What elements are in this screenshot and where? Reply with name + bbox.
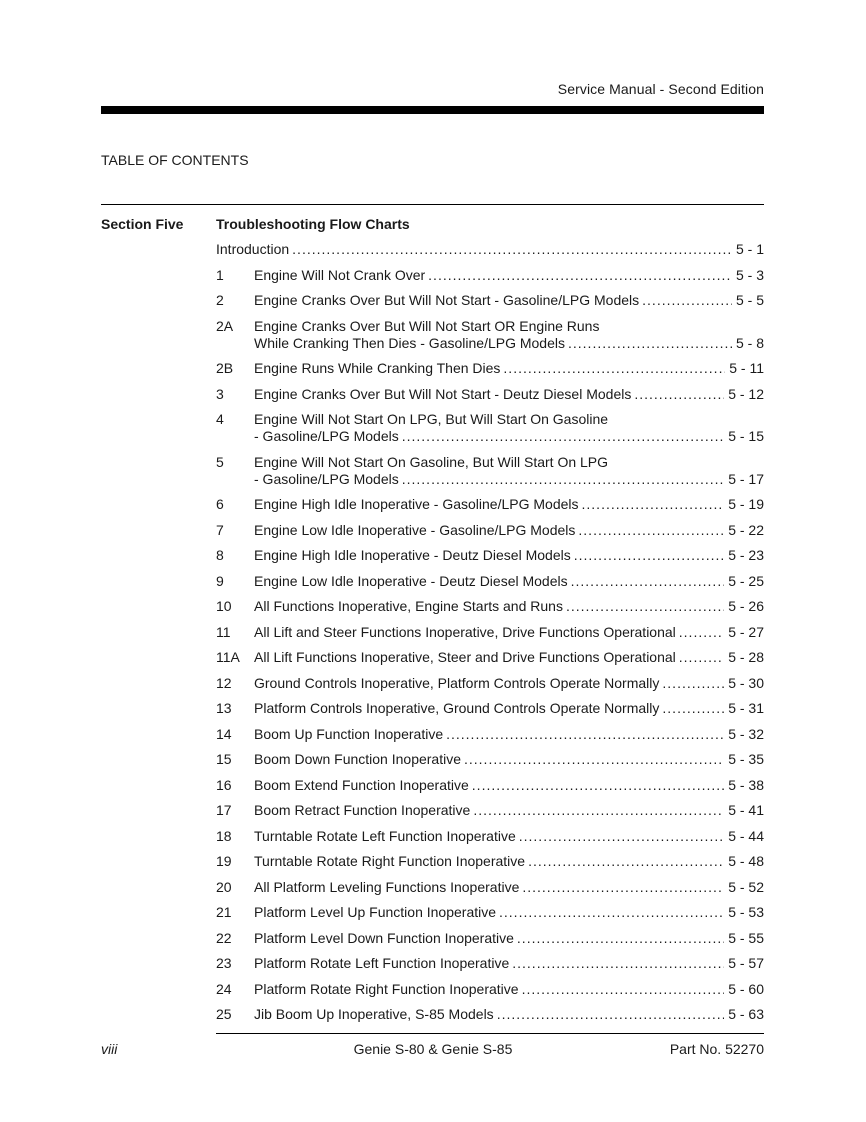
toc-entry-page: 5 - 3 — [735, 267, 764, 283]
toc-entry-page: 5 - 15 — [728, 428, 764, 444]
dot-leader — [499, 904, 724, 921]
toc-entry-title: Engine Runs While Cranking Then Dies — [254, 360, 501, 376]
toc-entry-number: 6 — [216, 496, 224, 512]
toc-entry-page: 5 - 25 — [728, 573, 764, 589]
toc-entry-title: Engine Low Idle Inoperative - Gasoline/LPG Models — [254, 522, 576, 538]
toc-entry-title: Boom Extend Function Inoperative — [254, 777, 469, 793]
toc-entry-title: Boom Down Function Inoperative — [254, 751, 461, 767]
toc-entry-page: 5 - 17 — [728, 471, 764, 487]
dot-leader — [582, 496, 725, 513]
toc-entry-title: While Cranking Then Dies - Gasoline/LPG Models — [254, 335, 565, 351]
toc-entry-number: 11 — [216, 624, 231, 640]
dot-leader — [428, 267, 732, 284]
dot-leader — [292, 241, 732, 258]
toc-entry-number: 5 — [216, 454, 224, 470]
dot-leader — [503, 360, 725, 377]
toc-entry-page: 5 - 31 — [728, 700, 764, 716]
toc-entry-page: 5 - 22 — [728, 522, 764, 538]
toc-entry-number: 11A — [216, 649, 240, 665]
toc-entry-title: All Platform Leveling Functions Inoperative — [254, 879, 520, 895]
toc-entry-page: 5 - 27 — [728, 624, 764, 640]
toc-entry-page: 5 - 55 — [728, 930, 764, 946]
toc-entry-title: Engine Cranks Over But Will Not Start - Gasoline/LPG Models — [254, 292, 640, 308]
toc-entry-title: Ground Controls Inoperative, Platform Controls Operate Normally — [254, 675, 660, 691]
toc-entry-number: 2 — [216, 292, 224, 308]
dot-leader — [517, 930, 724, 947]
dot-leader — [574, 547, 724, 564]
toc-entry-number: 18 — [216, 828, 232, 844]
dot-leader — [634, 386, 724, 403]
dot-leader — [464, 751, 724, 768]
dot-leader — [571, 573, 725, 590]
toc-entry-title: - Gasoline/LPG Models — [254, 471, 399, 487]
section-label: Section Five — [101, 216, 184, 232]
toc-entry-page: 5 - 52 — [728, 879, 764, 895]
footer-part-number: Part No. 52270 — [669, 1041, 764, 1057]
dot-leader — [402, 471, 724, 488]
toc-entry-number: 8 — [216, 547, 224, 563]
toc-entry-title: All Lift and Steer Functions Inoperative, Drive Functions Operational — [254, 624, 676, 640]
toc-entry-title: Platform Controls Inoperative, Ground Controls Operate Normally — [254, 700, 660, 716]
toc-entry-number: 3 — [216, 386, 224, 402]
toc-entry-number: 23 — [216, 955, 232, 971]
dot-leader — [402, 428, 724, 445]
footer-page-number: viii — [101, 1041, 118, 1057]
toc-entry-number: 24 — [216, 981, 232, 997]
toc-entry-page: 5 - 8 — [735, 335, 764, 351]
toc-entry-title: Engine Cranks Over But Will Not Start OR Engine Runs — [254, 318, 600, 334]
toc-entry-number: 19 — [216, 853, 232, 869]
toc-entry-title: Engine Cranks Over But Will Not Start - Deutz Diesel Models — [254, 386, 632, 402]
dot-leader — [528, 853, 724, 870]
toc-entry-number: 15 — [216, 751, 232, 767]
dot-leader — [566, 598, 724, 615]
toc-entry-title: Platform Level Down Function Inoperative — [254, 930, 514, 946]
toc-entry-title: Engine High Idle Inoperative - Deutz Diesel Models — [254, 547, 571, 563]
toc-entry-page: 5 - 44 — [728, 828, 764, 844]
toc-entry-page: 5 - 1 — [735, 241, 764, 257]
toc-entry-title: Jib Boom Up Inoperative, S-85 Models — [254, 1006, 494, 1022]
toc-entry-number: 13 — [216, 700, 232, 716]
toc-entry-page: 5 - 38 — [728, 777, 764, 793]
toc-entry-number: 2B — [216, 360, 234, 376]
toc-entry-title: Boom Up Function Inoperative — [254, 726, 444, 742]
section-rule — [101, 204, 764, 205]
toc-entry-title: Platform Rotate Right Function Inoperative — [254, 981, 519, 997]
toc-entry-page: 5 - 19 — [728, 496, 764, 512]
toc-entry-number: 16 — [216, 777, 232, 793]
toc-entry-page: 5 - 23 — [728, 547, 764, 563]
toc-entry-title: Boom Retract Function Inoperative — [254, 802, 471, 818]
toc-entry-number: 10 — [216, 598, 232, 614]
toc-entry-number: 2A — [216, 318, 234, 334]
footer-rule — [216, 1033, 764, 1034]
dot-leader — [522, 879, 724, 896]
toc-entry-page: 5 - 30 — [728, 675, 764, 691]
dot-leader — [568, 335, 732, 352]
toc-entry-page: 5 - 32 — [728, 726, 764, 742]
dot-leader — [642, 292, 732, 309]
dot-leader — [472, 777, 724, 794]
toc-entry-page: 5 - 35 — [728, 751, 764, 767]
dot-leader — [473, 802, 724, 819]
toc-heading: TABLE OF CONTENTS — [101, 152, 249, 168]
toc-entry-title: Engine Will Not Start On Gasoline, But Will Start On LPG — [254, 454, 609, 470]
dot-leader — [662, 675, 724, 692]
toc-entry-title: Engine Will Not Crank Over — [254, 267, 426, 283]
toc-entry-title: Engine Will Not Start On LPG, But Will Start On Gasoline — [254, 411, 609, 427]
toc-entry-title: All Functions Inoperative, Engine Starts and Runs — [254, 598, 563, 614]
toc-entry-number: 21 — [216, 904, 232, 920]
toc-entry-number: 7 — [216, 522, 224, 538]
toc-entry-title: - Gasoline/LPG Models — [254, 428, 399, 444]
toc-entry-page: 5 - 28 — [728, 649, 764, 665]
toc-entry-title: All Lift Functions Inoperative, Steer and Drive Functions Operational — [254, 649, 676, 665]
toc-entry-number: 17 — [216, 802, 232, 818]
toc-entry-page: 5 - 63 — [728, 1006, 764, 1022]
toc-entry-number: 1 — [216, 267, 224, 283]
toc-entry-title: Introduction — [216, 241, 290, 257]
toc-entry-number: 20 — [216, 879, 232, 895]
toc-entry-page: 5 - 48 — [728, 853, 764, 869]
header-title: Service Manual - Second Edition — [557, 81, 764, 97]
toc-entry-page: 5 - 12 — [728, 386, 764, 402]
toc-entry-number: 12 — [216, 675, 232, 691]
toc-entry-number: 14 — [216, 726, 232, 742]
toc-entry-page: 5 - 11 — [729, 360, 764, 376]
section-title: Troubleshooting Flow Charts — [216, 216, 410, 232]
toc-entry-page: 5 - 60 — [728, 981, 764, 997]
dot-leader — [512, 955, 724, 972]
toc-entry-title: Turntable Rotate Left Function Inoperative — [254, 828, 516, 844]
dot-leader — [578, 522, 724, 539]
toc-entry-number: 25 — [216, 1006, 232, 1022]
dot-leader — [662, 700, 724, 717]
toc-entry-title: Engine High Idle Inoperative - Gasoline/LPG Models — [254, 496, 579, 512]
toc-entry-title: Engine Low Idle Inoperative - Deutz Diesel Models — [254, 573, 568, 589]
header-rule — [101, 106, 764, 114]
toc-entry-title: Platform Rotate Left Function Inoperative — [254, 955, 510, 971]
toc-entry-title: Platform Level Up Function Inoperative — [254, 904, 497, 920]
footer-product: Genie S-80 & Genie S-85 — [353, 1041, 513, 1057]
toc-entry-title: Turntable Rotate Right Function Inoperative — [254, 853, 526, 869]
toc-entry-number: 4 — [216, 411, 224, 427]
toc-entry-page: 5 - 53 — [728, 904, 764, 920]
dot-leader — [522, 981, 725, 998]
toc-entry-page: 5 - 5 — [735, 292, 764, 308]
toc-entry-page: 5 - 57 — [728, 955, 764, 971]
dot-leader — [497, 1006, 725, 1023]
toc-entry-number: 9 — [216, 573, 224, 589]
dot-leader — [679, 624, 724, 641]
dot-leader — [679, 649, 724, 666]
toc-entry-page: 5 - 26 — [728, 598, 764, 614]
toc-entry-page: 5 - 41 — [728, 802, 764, 818]
toc-entry-number: 22 — [216, 930, 232, 946]
dot-leader — [446, 726, 724, 743]
dot-leader — [519, 828, 724, 845]
